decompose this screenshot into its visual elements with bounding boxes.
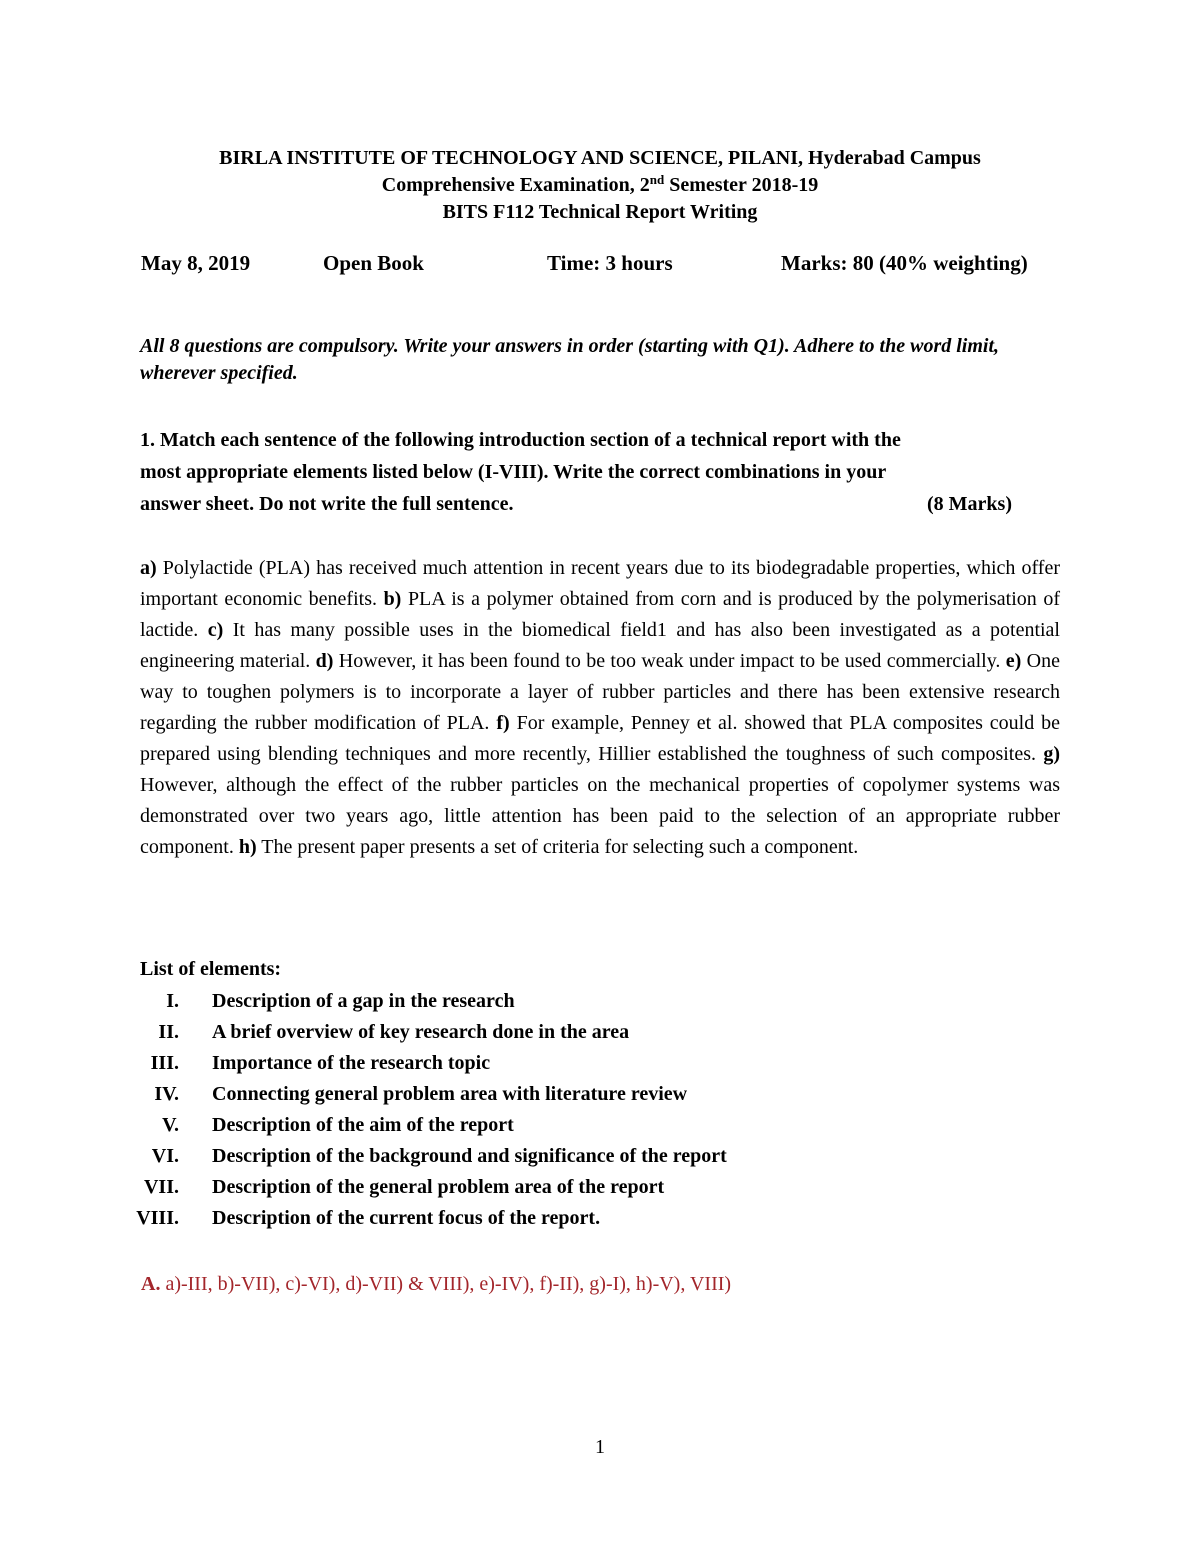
question-1-line-3: answer sheet. Do not write the full sentence. bbox=[140, 493, 514, 515]
element-text: Importance of the research topic bbox=[212, 1052, 491, 1074]
sentence-label: e) bbox=[1005, 650, 1022, 672]
introduction-passage bbox=[140, 553, 1060, 863]
sentence-text: However, although the effect of the rubber particles on the mechanical properties of copolymer systems was demonstrated over two years ago, little attention has been paid to the selection of an appropriate rubber component. bbox=[140, 774, 1060, 858]
sentence-label: f) bbox=[496, 712, 510, 734]
element-text: Description of the current focus of the report. bbox=[212, 1207, 601, 1229]
sentence-label: a) bbox=[140, 557, 157, 579]
element-number: III. bbox=[150, 1052, 179, 1074]
answer-text: a)-III, b)-VII), c)-VI), d)-VII) & VIII), e)-IV), f)-II), g)-I), h)-V), VIII) bbox=[160, 1273, 732, 1295]
element-text: Description of a gap in the research bbox=[212, 990, 515, 1012]
sentence-text: For example, Penney et al. showed that PLA composites could be prepared using blending techniques and more recently, Hillier established the toughness of such composites. bbox=[140, 712, 1060, 765]
answer-label: A. bbox=[141, 1273, 161, 1295]
exam-header bbox=[0, 145, 1200, 226]
sentence-label: b) bbox=[383, 588, 402, 610]
element-text: A brief overview of key research done in the area bbox=[212, 1021, 630, 1043]
elements-list-title: List of elements: bbox=[140, 958, 282, 980]
element-number: II. bbox=[158, 1021, 179, 1043]
exam-instructions: All 8 questions are compulsory. Write your answers in order (starting with Q1). Adhere to the word limit, wherever specified. bbox=[140, 335, 1000, 384]
sentence-text: However, it has been found to be too weak under impact to be used commercially. bbox=[333, 650, 1006, 672]
element-number: I. bbox=[166, 990, 179, 1012]
sentence-text: The present paper presents a set of criteria for selecting such a component. bbox=[256, 836, 859, 858]
sentence-label: h) bbox=[238, 836, 257, 858]
exam-date: May 8, 2019 bbox=[141, 251, 251, 275]
question-1-line-1: 1. Match each sentence of the following introduction section of a technical report with the bbox=[140, 429, 901, 451]
element-text: Description of the general problem area of the report bbox=[212, 1176, 665, 1198]
course-title: BITS F112 Technical Report Writing bbox=[442, 201, 758, 223]
element-number: VII. bbox=[143, 1176, 179, 1198]
institute-name: BIRLA INSTITUTE OF TECHNOLOGY AND SCIENCE, PILANI, Hyderabad Campus bbox=[219, 147, 981, 169]
sentence-text: PLA is a polymer obtained from corn and is produced by the polymerisation of lactide. bbox=[140, 588, 1060, 641]
answer-key bbox=[141, 1273, 731, 1296]
question-1-line-2: most appropriate elements listed below (I-VIII). Write the correct combinations in your bbox=[140, 461, 887, 483]
sentence-text: It has many possible uses in the biomedical field1 and has also been investigated as a potential engineering material. bbox=[140, 619, 1060, 672]
element-text: Connecting general problem area with literature review bbox=[212, 1083, 688, 1105]
element-text: Description of the aim of the report bbox=[212, 1114, 514, 1136]
element-number: V. bbox=[162, 1114, 179, 1136]
exam-title-text: Comprehensive Examination, 2 bbox=[381, 174, 650, 196]
sentence-label: d) bbox=[315, 650, 334, 672]
sentence-label: g) bbox=[1043, 743, 1060, 765]
question-1-marks: (8 Marks) bbox=[927, 493, 1012, 515]
sentence-label: c) bbox=[207, 619, 224, 641]
exam-book-type: Open Book bbox=[323, 251, 424, 275]
ordinal-suffix: nd bbox=[649, 172, 665, 187]
sentence-text: Polylactide (PLA) has received much attention in recent years due to its biodegradable properties, which offer important economic benefits. bbox=[140, 557, 1060, 610]
exam-marks: Marks: 80 (40% weighting) bbox=[781, 251, 1028, 275]
exam-duration: Time: 3 hours bbox=[547, 251, 673, 275]
exam-title bbox=[0, 172, 1200, 199]
semester-text: Semester 2018-19 bbox=[664, 174, 819, 196]
sentence-text: One way to toughen polymers is to incorporate a layer of rubber particles and there has been extensive research regarding the rubber modification of PLA. bbox=[140, 650, 1060, 734]
element-number: VI. bbox=[151, 1145, 179, 1167]
element-number: IV. bbox=[154, 1083, 179, 1105]
element-text: Description of the background and significance of the report bbox=[212, 1145, 727, 1167]
page-number: 1 bbox=[595, 1436, 605, 1458]
element-number: VIII. bbox=[136, 1207, 179, 1229]
